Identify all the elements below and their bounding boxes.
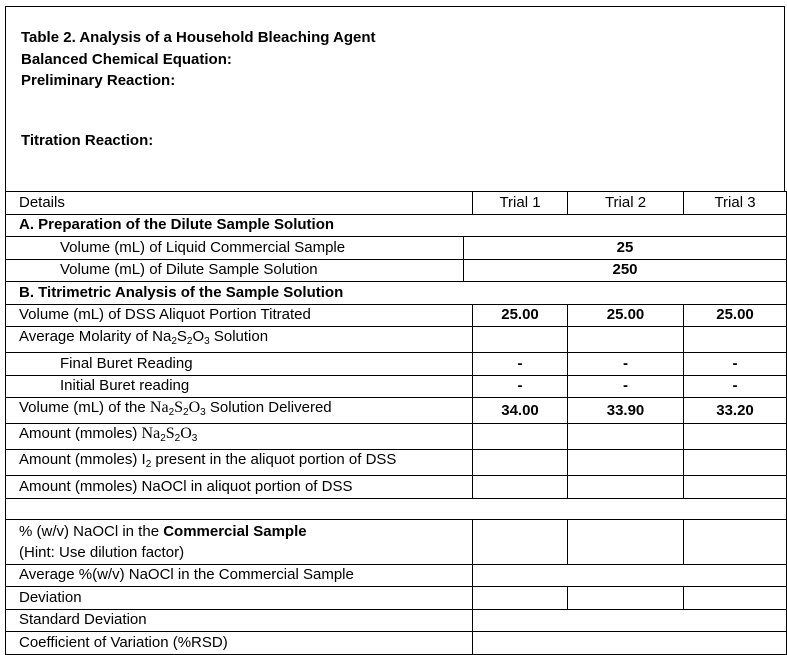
- std-dev-value: [473, 609, 787, 632]
- cv-label: Coefficient of Variation (%RSD): [6, 632, 473, 655]
- column-header-trial-3: Trial 3: [684, 192, 787, 215]
- avg-molarity-label: Average Molarity of $Na_2S_2O_3$ Solution: [6, 327, 473, 353]
- avg-molarity-trial-3: [684, 327, 787, 353]
- deviation-label: Deviation: [6, 587, 473, 610]
- spacer-row: [6, 498, 787, 519]
- avg-molarity-trial-2: [568, 327, 684, 353]
- initial-buret-label: Initial Buret reading: [6, 375, 473, 398]
- amount-naocl-label: Amount (mmoles) NaOCl in aliquot portion of DSS: [6, 476, 473, 499]
- table-row: [6, 327, 787, 353]
- table-row: [6, 259, 787, 282]
- pct-naocl-label: % (w/v) NaOCl in the Commercial Sample (Hint: Use dilution factor): [6, 519, 473, 564]
- balanced-equation-label: Balanced Chemical Equation:: [21, 51, 232, 68]
- final-buret-trial-1: -: [473, 353, 568, 376]
- table-row: [6, 192, 787, 215]
- pct-naocl-trial-2: [568, 519, 684, 564]
- table-row: [6, 609, 787, 632]
- dilute-sample-label: Volume (mL) of Dilute Sample Solution: [6, 259, 464, 282]
- pct-naocl-trial-1: [473, 519, 568, 564]
- initial-buret-trial-3: -: [684, 375, 787, 398]
- aliquot-trial-3: 25.00: [684, 304, 787, 327]
- amount-naocl-trial-2: [568, 476, 684, 499]
- table-row: [6, 353, 787, 376]
- section-a-title: A. Preparation of the Dilute Sample Solution: [6, 214, 787, 237]
- deviation-trial-1: [473, 587, 568, 610]
- avg-pct-naocl-value: [473, 564, 787, 587]
- amount-iodine-trial-1: [473, 450, 568, 476]
- delivered-trial-1: 34.00: [473, 398, 568, 424]
- delivered-trial-3: 33.20: [684, 398, 787, 424]
- aliquot-trial-2: 25.00: [568, 304, 684, 327]
- avg-pct-naocl-label: Average %(w/v) NaOCl in the Commercial Sample: [6, 564, 473, 587]
- cv-value: [473, 632, 787, 655]
- table-row: [6, 214, 787, 237]
- table-row: [6, 450, 787, 476]
- table-title: Table 2. Analysis of a Household Bleaching Agent: [21, 29, 376, 46]
- table-row: [6, 237, 787, 260]
- final-buret-trial-3: -: [684, 353, 787, 376]
- amount-iodine-trial-2: [568, 450, 684, 476]
- titration-reaction-label: Titration Reaction:: [21, 132, 154, 149]
- amount-iodine-label: Amount (mmoles) $I_2$ present in the aliquot portion of DSS: [6, 450, 473, 476]
- table-row: [6, 476, 787, 499]
- deviation-trial-2: [568, 587, 684, 610]
- column-header-details: Details: [6, 192, 473, 215]
- table-row: [6, 498, 787, 519]
- column-header-trial-1: Trial 1: [473, 192, 568, 215]
- table-row: [6, 519, 787, 564]
- table-row: [6, 375, 787, 398]
- amount-thiosulfate-trial-1: [473, 424, 568, 450]
- table-row: [6, 304, 787, 327]
- std-dev-label: Standard Deviation: [6, 609, 473, 632]
- data-table: [5, 191, 787, 655]
- dilute-sample-value: 250: [464, 259, 787, 282]
- table-row: [6, 398, 787, 424]
- final-buret-label: Final Buret Reading: [6, 353, 473, 376]
- amount-thiosulfate-trial-2: [568, 424, 684, 450]
- table-row: [6, 587, 787, 610]
- liquid-sample-value: 25: [464, 237, 787, 260]
- table-row: [6, 282, 787, 305]
- column-header-trial-2: Trial 2: [568, 192, 684, 215]
- delivered-volume-label: Volume (mL) of the $Na_2S_2O_3$ Solution Delivered: [6, 398, 473, 424]
- avg-molarity-trial-1: [473, 327, 568, 353]
- aliquot-trial-1: 25.00: [473, 304, 568, 327]
- final-buret-trial-2: -: [568, 353, 684, 376]
- table-row: [6, 564, 787, 587]
- deviation-trial-3: [684, 587, 787, 610]
- table-row: [6, 632, 787, 655]
- initial-buret-trial-1: -: [473, 375, 568, 398]
- delivered-trial-2: 33.90: [568, 398, 684, 424]
- amount-thiosulfate-label: Amount (mmoles) $Na_2S_2O_3$: [6, 424, 473, 450]
- preliminary-reaction-label: Preliminary Reaction:: [21, 72, 176, 89]
- table-header-block: [5, 6, 785, 191]
- pct-naocl-trial-3: [684, 519, 787, 564]
- initial-buret-trial-2: -: [568, 375, 684, 398]
- aliquot-label: Volume (mL) of DSS Aliquot Portion Titrated: [6, 304, 473, 327]
- table-row: [6, 424, 787, 450]
- section-b-title: B. Titrimetric Analysis of the Sample Solution: [6, 282, 787, 305]
- amount-naocl-trial-3: [684, 476, 787, 499]
- amount-naocl-trial-1: [473, 476, 568, 499]
- amount-thiosulfate-trial-3: [684, 424, 787, 450]
- liquid-sample-label: Volume (mL) of Liquid Commercial Sample: [6, 237, 464, 260]
- amount-iodine-trial-3: [684, 450, 787, 476]
